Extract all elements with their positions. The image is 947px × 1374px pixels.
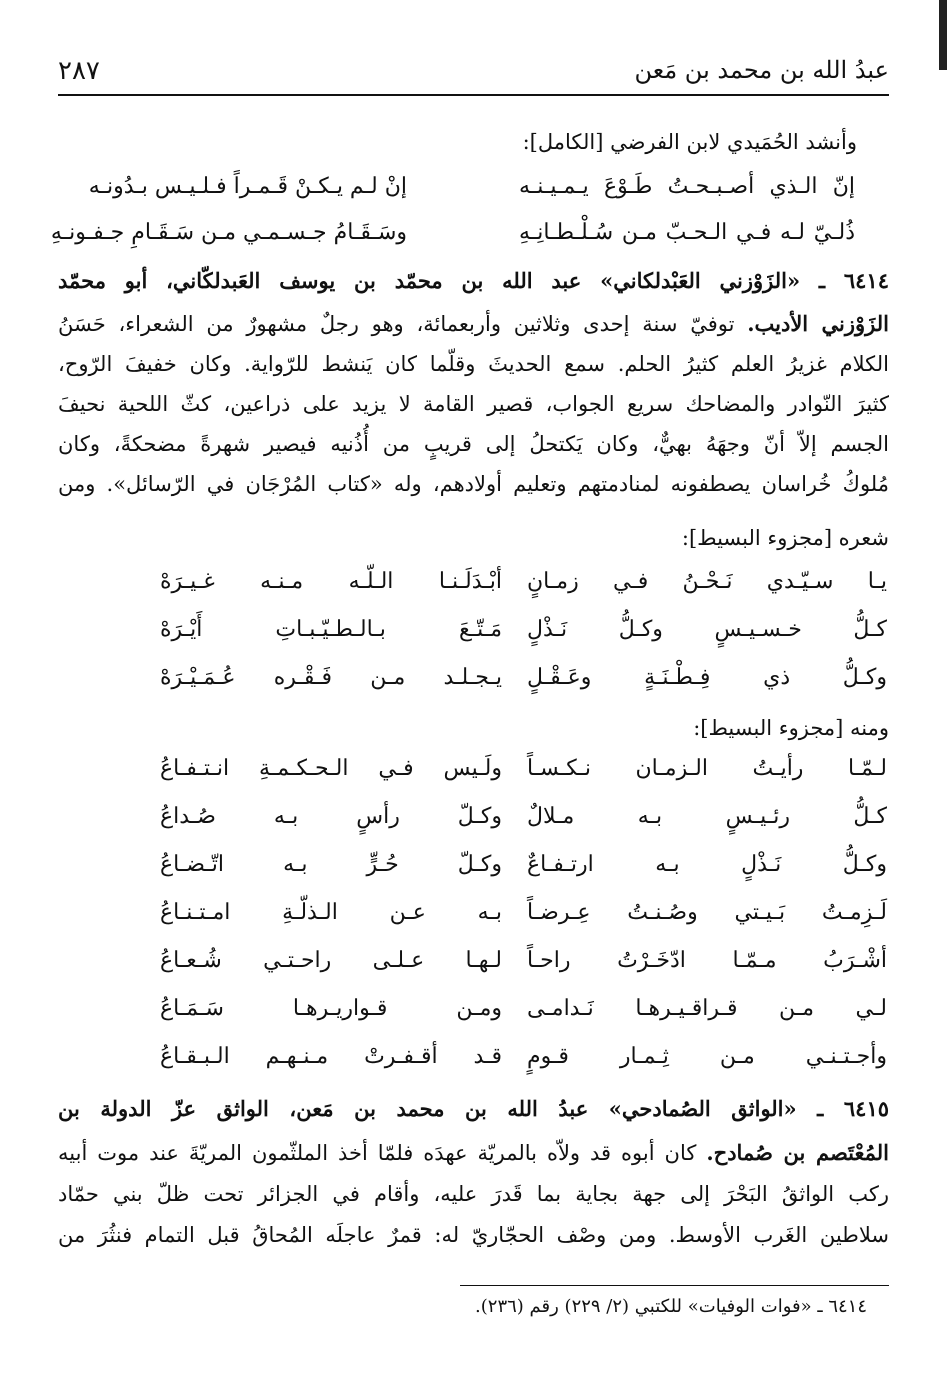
entry-line: كثيرَ النّوادر والمضاحك سريع الجواب، قصير القامة لا يزيد على ذراعين، كثّ اللحية نحيفَ [58, 392, 889, 416]
verse-hemistich-right: إنّ الـذي أصـبـحـتُ طَـوْعَ يـمـيـنـه [519, 174, 855, 199]
verse-hemistich-left: لـهـا عـلـى راحـتـي شُـعـاعُ [160, 948, 502, 973]
verse-hemistich-right: كـلُّ رئـيـسٍ بـه مـلالٌ [527, 804, 887, 829]
running-header [58, 52, 889, 96]
verse-hemistich-right: وكـلُّ نَـذْلٍ بـه ارتـفـاعٌ [527, 852, 887, 877]
entry-name-bold: المُعْتَصم بن صُمادح. [706, 1140, 889, 1165]
verse-hemistich-right: وكـلُّ ذي فِـطْـنَـةٍ وعَـقْـلٍ [527, 665, 887, 690]
entry-line: الكلام غزيرُ العلم كثيرُ الحلم. سمع الحديثَ وقلّما كان يَنشط للرّواية. وكان خفيفَ الرّوح، [58, 352, 889, 376]
verse-hemistich-left: مَـتّـعَ بـالـطـيّـبـاتِ أَيْـرَهْ [160, 617, 502, 642]
page-edge-mark [939, 0, 947, 70]
footnote-rule [460, 1285, 889, 1286]
entry-text: توفيّ سنة إحدى وثلاثين وأربعمائة، وهو رجلٌ مشهورٌ من الشعراء، حَسَنُ [58, 312, 748, 336]
verse-hemistich-left: أبْـدَلَـنـا الـلّـه مـنـه غـيـرَهْ [160, 569, 502, 594]
verse-hemistich-left: ولَـيس فـي الـحـكـمـةِ انـتـفـاعُ [160, 756, 502, 781]
entry-line: مُلوكُ خُراسان يصطفونه لمنادمتهم وتعليم أولادهم، وله «كتاب المُرْجَان في الرّسائل». ومن [58, 472, 889, 496]
intro-line: ومنه [مجزوء البسيط]: [693, 716, 889, 740]
verse-hemistich-left: وسَـقَـامُ جـسـمـي مـن سَـقَـامِ جـفـونـهِ [50, 220, 407, 245]
entry-line: ركب الواثقُ البَحْرَ إلى جهة بجاية بما قَدرَ عليه، وأقام في الجزائر تحت ظلّ بني حمّاد [58, 1182, 889, 1206]
entry-line [58, 304, 889, 344]
verse-hemistich-right: وأجـتـنـي مـن ثِـمـار قـومٍ [527, 1044, 887, 1069]
verse-hemistich-right: كـلُّ خـسـيـسٍ وكـلُّ نَـذْلٍ [527, 617, 887, 642]
verse-hemistich-right: يـا سـيّـدي نَـحْـنُ فـي زمـانٍ [527, 569, 887, 594]
verse-hemistich-left: ومـن قـواريـرهـا سَـمَـاعُ [160, 996, 502, 1021]
verse-hemistich-left: قـد أقـفـرتْ مـنـهـم الـبـقـاعُ [160, 1044, 502, 1069]
verse-hemistich-right: ذُلـيّ لـه فـي الـحـبّ مـن سُـلْـطـانِـهِ [519, 220, 855, 245]
entry-heading: ٦٤١٤ ـ «الزَوْزني العَبْدلكاني» عبد الله بن محمّد بن يوسف العَبدلكّاني، أبو محمّد [58, 268, 889, 293]
entry-line: سلاطين الغَرب الأوسط. ومن وصْف الحجّاريّ له: قمرٌ عاجلَه المُحاقُ قبل التمام فنثُرَ من [58, 1223, 889, 1247]
verse-hemistich-left: إنْ لـم يـكـنْ قَـمـراً فـلـيـس بـدُونـه [88, 174, 407, 199]
page-number: ٢٨٧ [58, 56, 100, 86]
verse-hemistich-left: يـجـلـد مـن فَـقْـره عُـمَـيْـرَهْ [160, 665, 502, 690]
intro-line: وأنشد الحُمَيدي لابن الفرضي [الكامل]: [522, 130, 857, 154]
entry-line: الجسم إلاّ أنّ وجهَهُ بهيٌّ، وكان يَكتحلُ إلى قريبٍ من أُذُنيه فيصير شهرةً مضحكةً، وكان [58, 432, 889, 456]
verse-hemistich-left: وكـلّ رأسٍ بـه صُـداعُ [160, 804, 502, 829]
header-rule [58, 94, 889, 96]
verse-hemistich-right: لـمّـا رأيـتُ الـزمـان نـكـسـاً [527, 756, 887, 781]
verse-hemistich-right: لـي مـن قـراقـيـرهـا نَـدامـى [527, 996, 887, 1021]
verse-hemistich-right: أشْـرَبُ مـمّـا ادّخَـرْتُ راحـاً [527, 948, 887, 973]
entry-line: شعره [مجزوء البسيط]: [681, 526, 889, 550]
footnote: ٦٤١٤ ـ «فوات الوفيات» للكتبي (٢/ ٢٢٩) رقم (٢٣٦). [475, 1296, 867, 1317]
verse-hemistich-right: لَـزِمـتُ بَـيـتي وصُـنـتُ عِـرضـاً [527, 900, 887, 925]
verse-hemistich-left: وكـلّ حُـرٍّ بـه اتّـضـاعُ [160, 852, 502, 877]
entry-text: كان أبوه قد ولاّه بالمريّة عهدَه فلمّا أخذ الملثّمون المريّةَ عند موت أبيه [58, 1141, 707, 1165]
verse-hemistich-left: بـه عـن الـذلّـةِ امـتـنـاعُ [160, 900, 502, 925]
running-title: عبدُ الله بن محمد بن مَعن [634, 56, 889, 84]
entry-line [58, 1133, 889, 1173]
entry-heading: ٦٤١٥ ـ «الواثق الصُمادحي» عبدُ الله بن محمد بن مَعن، الواثق عزّ الدولة بن [58, 1096, 890, 1121]
entry-name-bold: الزَوْزني الأديب. [747, 311, 889, 336]
